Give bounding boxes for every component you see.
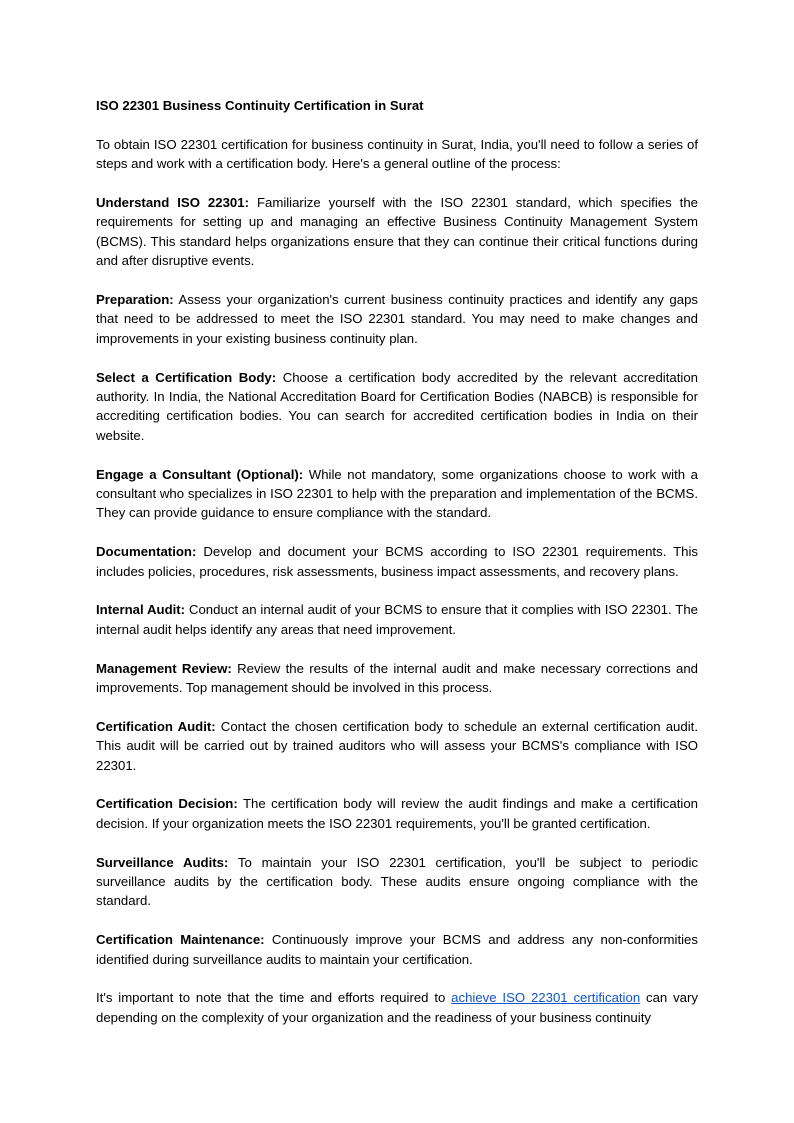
step-text: Contact the chosen certification body to schedule an external certification audit. This audit will be carried out by trained auditors who will assess your BCMS's compliance with ISO 22301.: [96, 718, 698, 773]
step-label: Select a Certification Body:: [96, 369, 277, 385]
step-label: Certification Decision:: [96, 796, 238, 812]
certification-link[interactable]: achieve ISO 22301 certification: [451, 990, 641, 1006]
step-paragraph: [96, 930, 698, 969]
step-label: Preparation:: [96, 292, 174, 308]
step-paragraph: [96, 290, 698, 348]
step-paragraph: [96, 193, 698, 271]
step-paragraph: [96, 465, 698, 523]
step-text: Continuously improve your BCMS and address any non-conformities identified during surveillance audits to maintain your certification.: [96, 932, 698, 967]
step-label: Documentation:: [96, 544, 197, 560]
step-paragraph: [96, 794, 698, 833]
document-title: ISO 22301 Business Continuity Certification in Surat: [96, 98, 424, 113]
step-text: Conduct an internal audit of your BCMS to ensure that it complies with ISO 22301. The internal audit helps identify any areas that need improvement.: [96, 602, 698, 637]
step-label: Engage a Consultant (Optional):: [96, 466, 304, 482]
step-paragraph: [96, 368, 698, 446]
step-label: Certification Audit:: [96, 718, 216, 734]
step-paragraph: [96, 542, 698, 581]
step-text: Review the results of the internal audit and make necessary corrections and improvements. Top management should be involved in this process.: [96, 660, 698, 696]
step-paragraph: [96, 853, 698, 911]
step-label: Surveillance Audits:: [96, 854, 229, 870]
step-text: Choose a certification body accredited by the relevant accreditation authority. In India, the National Accreditation Board for Certification Bodies (NABCB) is responsible for accrediting certification bodies. You can search for accredited certification bodies in India on their website.: [96, 369, 698, 443]
document-page: [96, 96, 698, 1047]
closing-text-before: It's important to note that the time and efforts required to: [96, 990, 446, 1006]
step-label: Management Review:: [96, 660, 232, 676]
step-text: While not mandatory, some organizations choose to work with a consultant who specializes in ISO 22301 to help with the preparation and implementation of the BCMS. They can provide guidance to ensure compliance with the standard.: [96, 466, 698, 521]
step-text: Familiarize yourself with the ISO 22301 standard, which specifies the requirements for setting up and managing an effective Business Continuity Management System (BCMS). This standard helps organizations ensure that they can continue their critical functions during and after disruptive events.: [96, 195, 698, 269]
closing-paragraph: [96, 988, 698, 1027]
closing-text-after: can vary depending on the complexity of your organization and the readiness of your business continuity: [96, 990, 698, 1025]
step-text: To maintain your ISO 22301 certification, you'll be subject to periodic surveillance audits by the certification body. These audits ensure ongoing compliance with the standard.: [96, 854, 698, 909]
step-label: Understand ISO 22301:: [96, 195, 249, 210]
step-paragraph: [96, 600, 698, 639]
step-label: Internal Audit:: [96, 602, 186, 618]
intro-paragraph: To obtain ISO 22301 certification for business continuity in Surat, India, you'll need to follow a series of steps and work with a certification body. Here's a general outline of the process:: [96, 136, 698, 172]
step-label: Certification Maintenance:: [96, 932, 265, 948]
step-text: Assess your organization's current business continuity practices and identify any gaps that need to be addressed to meet the ISO 22301 standard. You may need to make changes and improvements in your existing business continuity plan.: [96, 292, 698, 346]
step-text: The certification body will review the audit findings and make a certification decision. If your organization meets the ISO 22301 requirements, you'll be granted certification.: [96, 796, 698, 831]
step-paragraph: [96, 717, 698, 775]
step-text: Develop and document your BCMS according to ISO 22301 requirements. This includes policies, procedures, risk assessments, business impact assessments, and recovery plans.: [96, 544, 699, 579]
step-paragraph: [96, 659, 698, 698]
